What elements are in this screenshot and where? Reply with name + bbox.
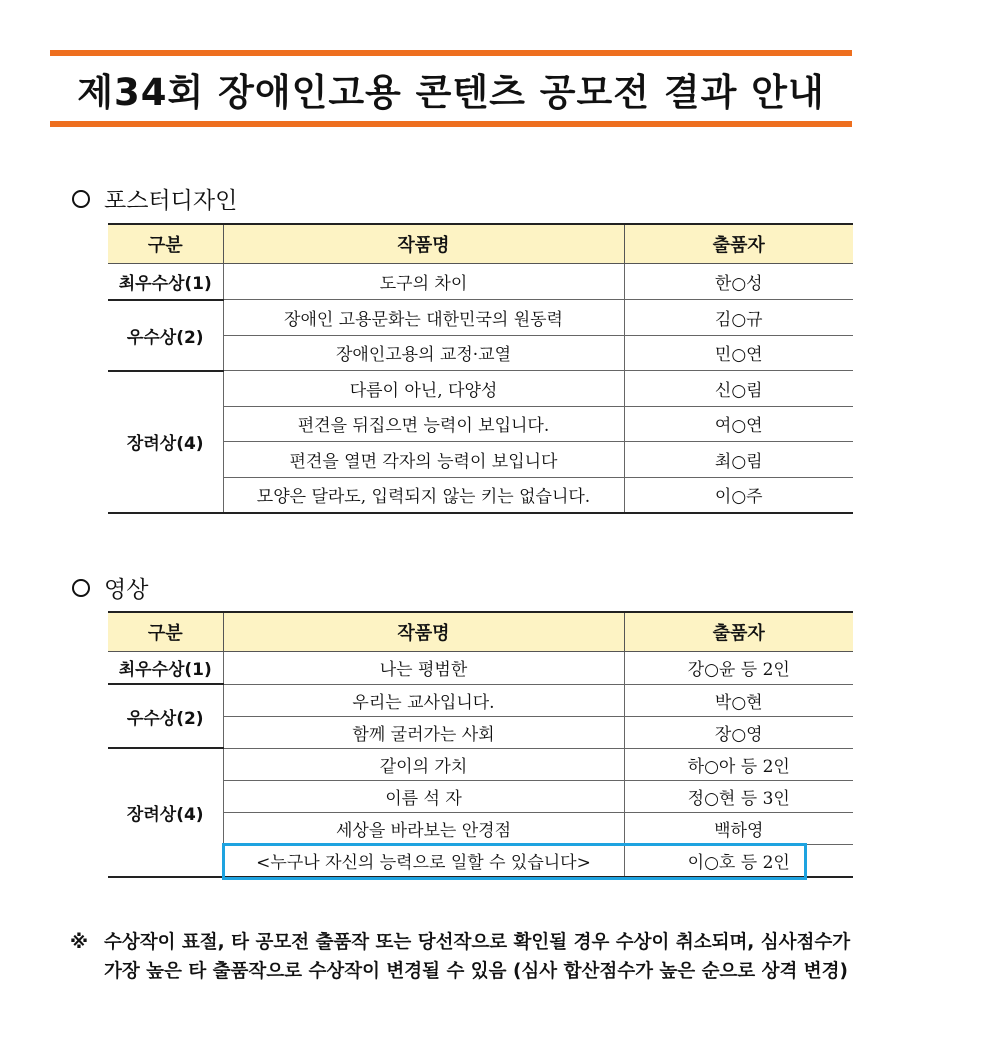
work-title: 장애인고용의 교정·교열 <box>223 335 624 371</box>
column-header-author: 출품자 <box>624 224 853 264</box>
section-heading-label: 포스터디자인 <box>104 188 238 214</box>
work-author: 김○규 <box>624 300 853 336</box>
section-heading-video <box>72 571 148 604</box>
work-title: 장애인 고용문화는 대한민국의 원동력 <box>223 300 624 336</box>
award-category: 장려상(4) <box>108 371 223 514</box>
work-title: 나는 평범한 <box>223 652 624 685</box>
award-category: 최우수상(1) <box>108 264 223 300</box>
work-title: 이름 석 자 <box>223 780 624 812</box>
column-header-category: 구분 <box>108 224 223 264</box>
table-row <box>108 371 853 407</box>
table-header-row <box>108 612 853 652</box>
column-header-author: 출품자 <box>624 612 853 652</box>
work-title: 모양은 달라도, 입력되지 않는 키는 없습니다. <box>223 477 624 513</box>
work-author: 한○성 <box>624 264 853 300</box>
title-bar-top <box>50 50 852 56</box>
work-author: 이○주 <box>624 477 853 513</box>
footnote <box>70 928 870 986</box>
work-title: <누구나 자신의 능력으로 일할 수 있습니다> <box>223 844 624 877</box>
footnote-text: 수상작이 표절, 타 공모전 출품작 또는 당선작으로 확인될 경우 수상이 취소되며, 심사점수가 가장 높은 타 출품작으로 수상작이 변경될 수 있음 (심사 합산점수가 높은 순으로 상격 변경) <box>104 932 851 982</box>
table-header-row <box>108 224 853 264</box>
work-author: 강○윤 등 2인 <box>624 652 853 685</box>
work-author: 박○현 <box>624 684 853 716</box>
section-heading-label: 영상 <box>104 577 149 603</box>
work-author: 신○림 <box>624 371 853 407</box>
award-category: 우수상(2) <box>108 684 223 748</box>
poster-results-table <box>108 223 853 514</box>
column-header-title: 작품명 <box>223 612 624 652</box>
work-author: 민○연 <box>624 335 853 371</box>
title-bar-bottom <box>50 121 852 127</box>
table-row <box>108 264 853 300</box>
award-category: 최우수상(1) <box>108 652 223 685</box>
award-category: 장려상(4) <box>108 748 223 877</box>
work-title: 우리는 교사입니다. <box>223 684 624 716</box>
work-title: 함께 굴러가는 사회 <box>223 716 624 748</box>
table-row <box>108 684 853 716</box>
column-header-title: 작품명 <box>223 224 624 264</box>
work-author: 백하영 <box>624 812 853 844</box>
work-title: 다름이 아닌, 다양성 <box>223 371 624 407</box>
table-row <box>108 652 853 685</box>
work-title: 세상을 바라보는 안경점 <box>223 812 624 844</box>
work-author: 정○현 등 3인 <box>624 780 853 812</box>
table-row <box>108 748 853 780</box>
work-title: 도구의 차이 <box>223 264 624 300</box>
table-row <box>108 300 853 336</box>
work-author: 여○연 <box>624 406 853 442</box>
work-title: 편견을 열면 각자의 능력이 보입니다 <box>223 442 624 478</box>
award-category: 우수상(2) <box>108 300 223 371</box>
circle-bullet-icon <box>72 579 90 597</box>
page-title: 제34회 장애인고용 콘텐츠 공모전 결과 안내 <box>77 71 825 114</box>
section-heading-poster <box>72 182 237 215</box>
video-results-table <box>108 611 853 878</box>
reference-mark: ※ <box>70 932 88 953</box>
circle-bullet-icon <box>72 190 90 208</box>
work-author: 최○림 <box>624 442 853 478</box>
work-title: 편견을 뒤집으면 능력이 보입니다. <box>223 406 624 442</box>
work-author: 하○아 등 2인 <box>624 748 853 780</box>
work-author: 장○영 <box>624 716 853 748</box>
work-author: 이○호 등 2인 <box>624 844 853 877</box>
work-title: 같이의 가치 <box>223 748 624 780</box>
column-header-category: 구분 <box>108 612 223 652</box>
